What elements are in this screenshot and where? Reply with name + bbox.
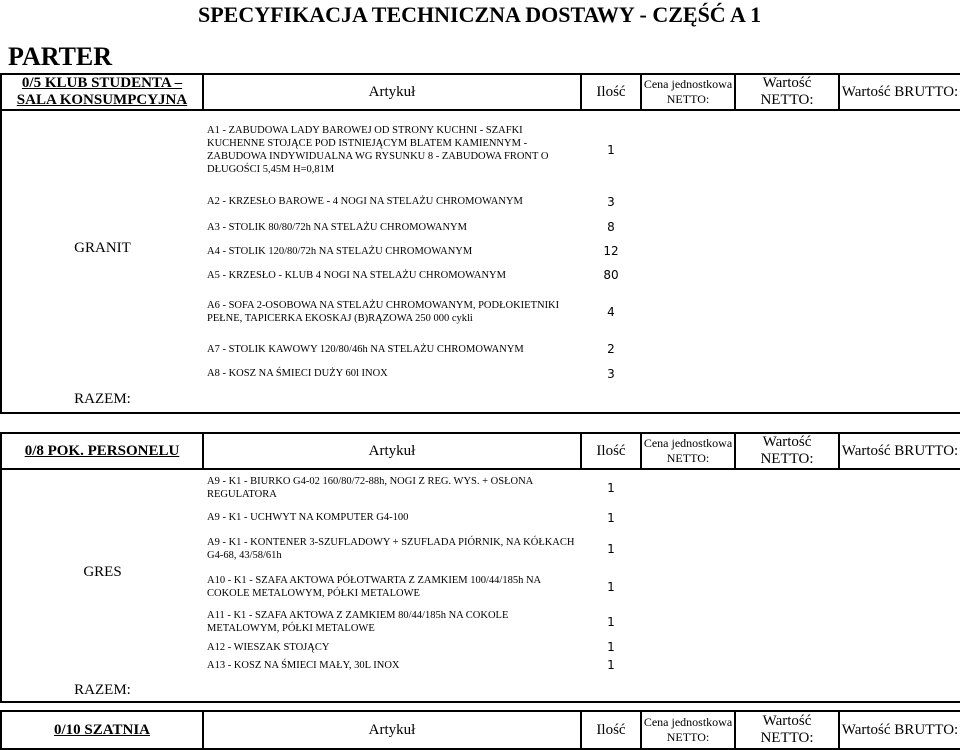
item-description: A9 - K1 - UCHWYT NA KOMPUTER G4-100 [207,512,409,523]
section-name: 0/10 SZATNIA [54,721,150,738]
item-description: A12 - WIESZAK STOJĄCY [207,641,330,653]
unit-price-label-2: NETTO: [666,451,710,465]
column-header-value-net: Wartość NETTO: [735,711,839,749]
column-header-value-net: Wartość NETTO: [735,74,839,110]
item-quantity: 12 [603,244,619,258]
table-header-row [1,433,960,469]
document-title: SPECYFIKACJA TECHNICZNA DOSTAWY - CZĘŚĆ A 1 [198,2,762,27]
item-description: A7 - STOLIK KAWOWY 120/80/46h NA STELAŻU CHROMOWANYM [207,343,524,355]
table-row [1,469,960,505]
unit-price-label-2: NETTO: [666,92,710,106]
material-cell: GRANIT [1,110,203,386]
floor-title: PARTER [8,42,113,71]
item-quantity: 1 [607,142,615,157]
column-header-value-gross: Wartość BRUTTO: [839,74,960,110]
item-quantity: 4 [607,305,615,319]
table-header-row [1,74,960,110]
column-header-value-gross: Wartość BRUTTO: [839,433,960,469]
column-header-article: Artykuł [203,711,581,749]
section-name-cell [1,74,203,110]
column-header-value-gross: Wartość BRUTTO: [839,711,960,749]
unit-price-label-1: Cena jednostkowa [643,436,733,450]
item-description: A1 - ZABUDOWA LADY BAROWEJ OD STRONY KUCHNI - SZAFKI KUCHENNE STOJĄCE POD ISTNIEJĄCYM BLATEM KAMIENNYM - ZABUDOWA INDYWIDUALNA WG RYSUNKU 8 - ZABUDOWA FRONT O DŁUGOŚCI 5,45M H=0,81M [207,124,549,175]
column-header-quantity: Ilość [581,74,641,110]
item-quantity: 1 [607,510,615,525]
table-header-row [1,711,960,749]
item-description: A3 - STOLIK 80/80/72h NA STELAŻU CHROMOWANYM [207,221,467,233]
item-quantity: 1 [607,580,615,594]
column-header-unit-price [641,433,735,469]
column-header-unit-price [641,74,735,110]
item-description: A2 - KRZESŁO BAROWE - 4 NOGI NA STELAŻU CHROMOWANYM [207,196,523,207]
section-table-pok-personelu [0,432,960,703]
item-quantity: 1 [607,658,615,672]
column-header-article: Artykuł [203,74,581,110]
item-description: A10 - K1 - SZAFA AKTOWA PÓŁOTWARTA Z ZAMKIEM 100/44/185h NA COKOLE METALOWYM, PÓŁKI METALOWE [207,575,541,599]
column-header-unit-price [641,711,735,749]
item-description: A9 - K1 - BIURKO G4-02 160/80/72-88h, NOGI Z REG. WYS. + OSŁONA REGULATORA [207,475,533,500]
item-description: A6 - SOFA 2-OSOBOWA NA STELAŻU CHROMOWANYM, PODŁOKIETNIKI PEŁNE, TAPICERKA EKOSKAJ (B)RĄZOWA 250 000 cykli [207,300,560,324]
item-quantity: 3 [607,194,615,209]
item-description: A5 - KRZESŁO - KLUB 4 NOGI NA STELAŻU CHROMOWANYM [207,269,506,281]
section-name-cell [1,711,203,749]
item-quantity: 2 [607,342,615,356]
column-header-quantity: Ilość [581,433,641,469]
unit-price-label-1: Cena jednostkowa [643,715,733,729]
total-label: RAZEM: [1,386,203,413]
table-row [1,110,960,188]
unit-price-label-2: NETTO: [666,730,710,744]
item-quantity: 1 [607,615,615,629]
section-name: 0/8 POK. PERSONELU [24,442,180,459]
section-table-klub-studenta [0,73,960,414]
item-quantity: 1 [607,542,615,556]
material-cell: GRES [1,469,203,674]
section-table-szatnia [0,710,960,750]
item-quantity: 3 [607,366,615,381]
unit-price-label-1: Cena jednostkowa [643,77,733,91]
item-quantity: 8 [607,220,615,234]
section-name: 0/5 KLUB STUDENTA – SALA KONSUMPCYJNA [16,75,188,108]
column-header-article: Artykuł [203,433,581,469]
section-name-cell [1,433,203,469]
item-description: A11 - K1 - SZAFA AKTOWA Z ZAMKIEM 80/44/185h NA COKOLE METALOWYM, PÓŁKI METALOWE [207,610,509,634]
item-description: A13 - KOSZ NA ŚMIECI MAŁY, 30L INOX [207,659,400,671]
column-header-quantity: Ilość [581,711,641,749]
item-description: A9 - K1 - KONTENER 3-SZUFLADOWY + SZUFLADA PIÓRNIK, NA KÓŁKACH G4-68, 43/58/61h [207,537,575,561]
total-row [1,674,960,702]
column-header-value-net: Wartość NETTO: [735,433,839,469]
item-description: A4 - STOLIK 120/80/72h NA STELAŻU CHROMOWANYM [207,245,473,257]
item-quantity: 1 [607,480,615,495]
total-row [1,386,960,413]
item-quantity: 1 [607,640,615,654]
item-description: A8 - KOSZ NA ŚMIECI DUŻY 60l INOX [207,368,388,379]
total-label: RAZEM: [1,674,203,702]
item-quantity: 80 [603,268,619,282]
